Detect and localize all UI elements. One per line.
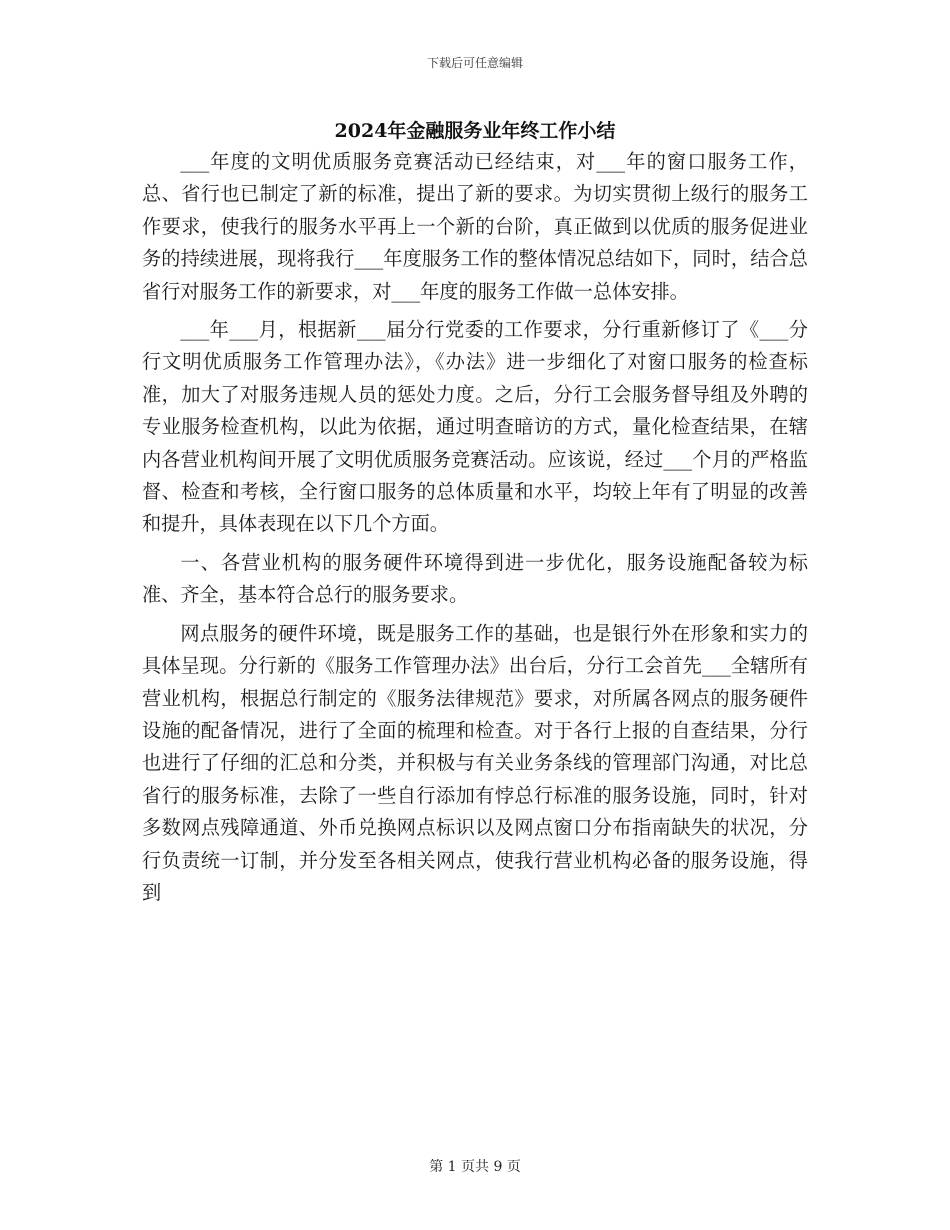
header-note: 下载后可任意编辑 xyxy=(426,56,523,70)
paragraph-1: ___年度的文明优质服务竞赛活动已经结束，对___年的窗口服务工作，总、省行也已制定了新的标准，提出了新的要求。为切实贯彻上级行的服务工作要求，使我行的服务水平再上一个新的台阶，真正做到以优质的服务促进业务的持续进展，现将我行___年度服务工作的整体情况总结如下，同时，结合总省行对服务工作的新要求，对___年度的服务工作做一总体安排。 xyxy=(142,150,808,303)
page-number: 第 1 页共 9 页 xyxy=(429,1159,521,1175)
document-body xyxy=(142,146,808,915)
paragraph-2: ___年___月，根据新___届分行党委的工作要求，分行重新修订了《___分行文明优质服务工作管理办法》，《办法》进一步细化了对窗口服务的检查标准，加大了对服务违规人员的惩处力度。之后，分行工会服务督导组及外聘的专业服务检查机构，以此为依据，通过明查暗访的方式，量化检查结果，在辖内各营业机构间开展了文明优质服务竞赛活动。应该说，经过___个月的严格监督、检查和考核，全行窗口服务的总体质量和水平，均较上年有了明显的改善和提升，具体表现在以下几个方面。 xyxy=(142,318,808,536)
document-title: 2024年金融服务业年终工作小结 xyxy=(334,120,616,142)
paragraph-3: 一、各营业机构的服务硬件环境得到进一步优化，服务设施配备较为标准、齐全，基本符合总行的服务要求。 xyxy=(142,550,808,607)
paragraph-4: 网点服务的硬件环境，既是服务工作的基础，也是银行外在形象和实力的具体呈现。分行新的《服务工作管理办法》出台后，分行工会首先___全辖所有营业机构，根据总行制定的《服务法律规范》要求，对所属各网点的服务硬件设施的配备情况，进行了全面的梳理和检查。对于各行上报的自查结果，分行也进行了仔细的汇总和分类，并积极与有关业务条线的管理部门沟通，对比总省行的服务标准，去除了一些自行添加有悖总行标准的服务设施，同时，针对多数网点残障通道、外币兑换网点标识以及网点窗口分布指南缺失的状况，分行负责统一订制，并分发至各相关网点，使我行营业机构必备的服务设施，得到 xyxy=(142,621,808,904)
